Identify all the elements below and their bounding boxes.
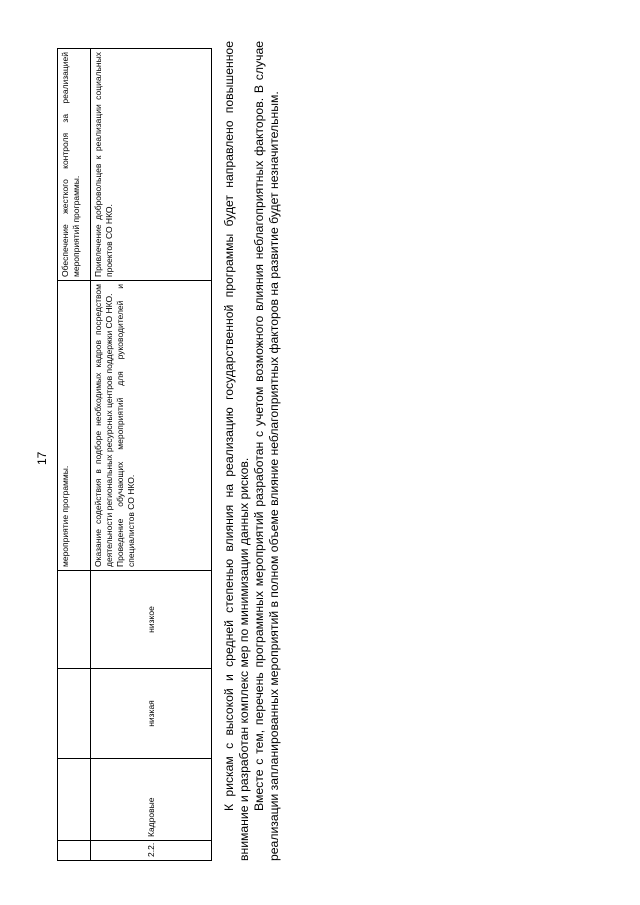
risk-measures-extra: Привлечение добровольцев к реализации социальных проектов СО НКО. [91, 49, 212, 281]
risk-table [57, 48, 212, 861]
table-cell [58, 841, 91, 861]
risk-probability: низкая [91, 669, 212, 759]
table-cell-risk-continuation: мероприятие программы. [58, 281, 91, 571]
risk-impact: низкое [91, 571, 212, 669]
measure-item: Проведение обучающих мероприятий для руководителей и специалистов СО НКО. [114, 284, 136, 567]
paragraph: К рискам с высокой и средней степенью влияния на реализацию государственной программы будет направлено повышенное внимание и разработан комплекс мер по минимизации данных рисков. [222, 41, 251, 861]
table-cell-measures-continuation: Обеспечение жесткого контроля за реализацией мероприятий программы. [58, 49, 91, 281]
table-row [58, 49, 91, 861]
table-cell [58, 759, 91, 841]
risk-type: Кадровые [91, 759, 212, 841]
page-number: 17 [35, 451, 49, 465]
table-cell [58, 571, 91, 669]
row-number: 2.2. [91, 841, 212, 861]
table-row [91, 49, 212, 861]
paragraph: Вместе с тем, перечень программных мероприятий разработан с учетом возможного влияния неблагоприятных факторов. В случае реализации запланированных мероприятий в полном объеме влияние неблагоприятных факторов на развитие будет незначительным. [252, 41, 281, 861]
table-cell [58, 669, 91, 759]
risk-measures [91, 281, 212, 571]
measure-item: Оказание содействия в подборе необходимых кадров посредством деятельности региональных ресурсных центров поддержки СО НКО. [93, 284, 114, 567]
